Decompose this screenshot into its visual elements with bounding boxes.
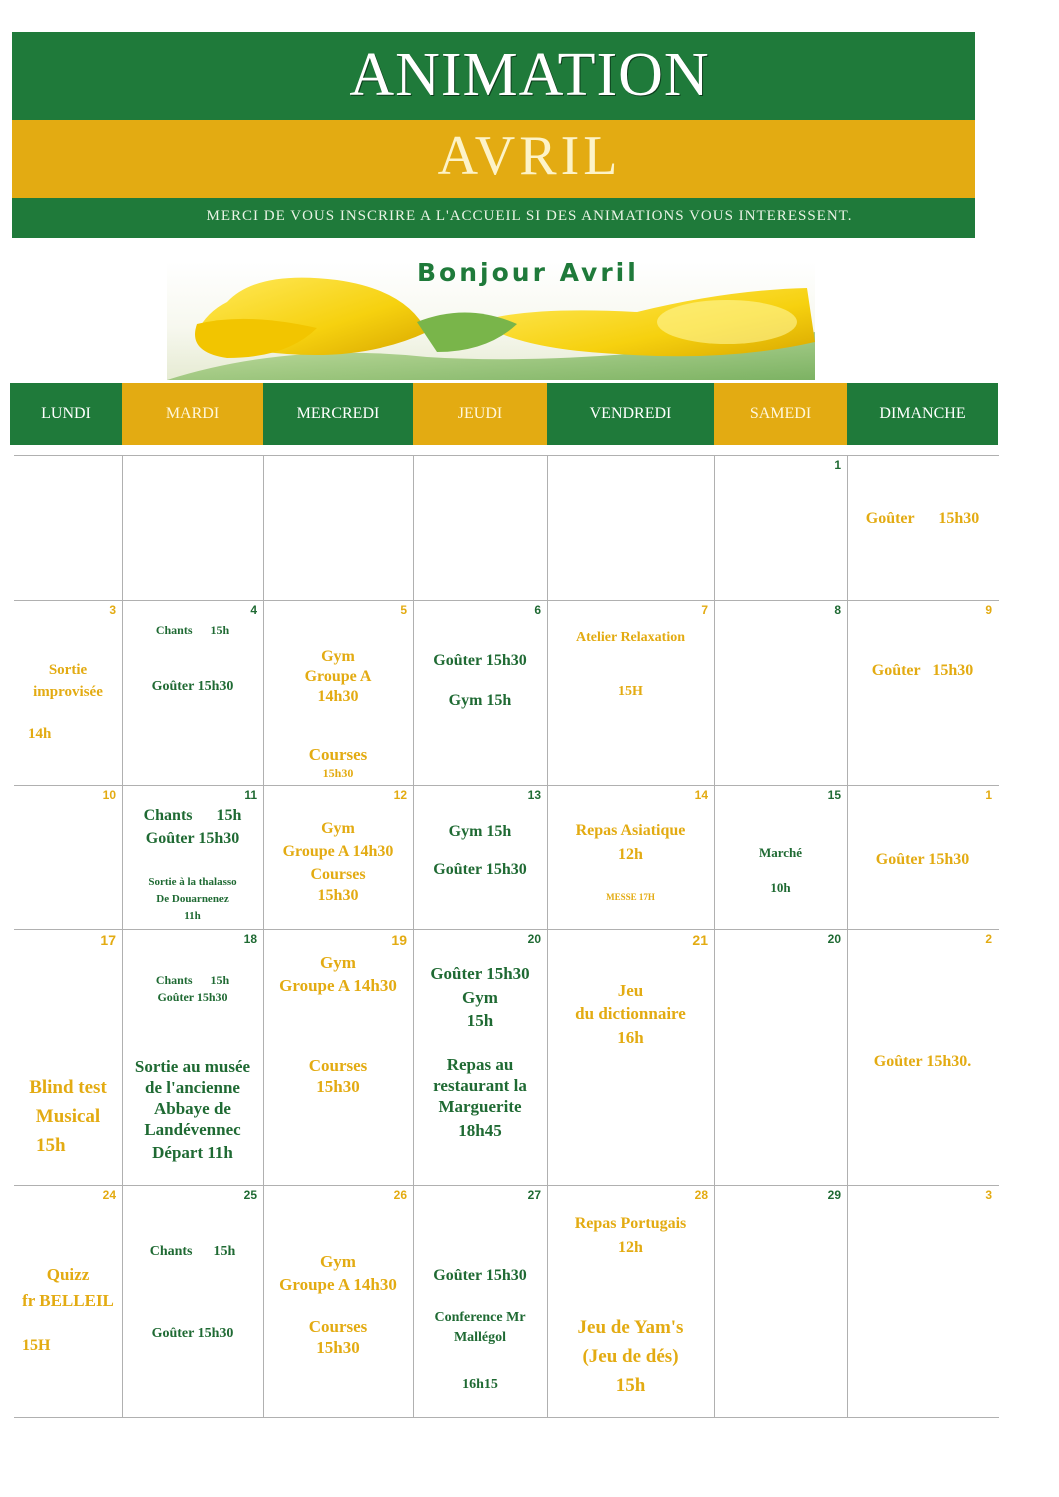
day-cell-sam-8 (714, 600, 847, 785)
event-gym-time: 14h30 (317, 688, 359, 705)
event-yams: Jeu de Yam's (577, 1317, 684, 1338)
event-gym-group: Groupe A (304, 668, 372, 685)
event-sortie-detail: improvisée (33, 684, 103, 700)
event-musee-line2: de l'ancienne (145, 1078, 240, 1097)
event-chants: Chants 15h (155, 973, 230, 987)
event-repas-time: 12h (618, 846, 643, 863)
day-number: 20 (827, 932, 841, 946)
day-number: 15 (827, 788, 841, 802)
day-number: 10 (102, 788, 116, 802)
flower-banner (167, 262, 815, 380)
day-number: 11 (244, 788, 257, 802)
day-header-mercredi: MERCREDI (263, 383, 413, 445)
day-cell-mer-12 (263, 785, 413, 929)
event-courses-time: 15h30 (317, 887, 359, 904)
event-gouter: Goûter 15h30. (873, 1053, 972, 1070)
day-number: 25 (243, 1188, 257, 1202)
event-repas-portugais: Repas Portugais (574, 1215, 687, 1232)
day-number: 3 (985, 1188, 992, 1202)
day-cell-lun-24 (14, 1185, 122, 1417)
event-marche: Marché (758, 845, 803, 860)
event-courses: Courses (308, 1317, 368, 1336)
event-repas-time: 18h45 (458, 1121, 502, 1140)
event-thalasso-time: 11h (184, 910, 201, 922)
event-musee-depart: Départ 11h (152, 1143, 233, 1162)
event-jeu: Jeu (617, 981, 644, 1000)
day-number: 2 (985, 932, 992, 946)
event-repas: Repas au (446, 1055, 514, 1074)
day-number: 12 (393, 788, 407, 802)
day-number: 1 (985, 788, 992, 802)
event-musee-line3: Abbaye de (154, 1099, 231, 1118)
day-header-samedi: SAMEDI (714, 383, 847, 445)
event-gym: Gym 15h (448, 692, 512, 709)
event-courses-time: 15h30 (322, 766, 354, 780)
event-gouter: Goûter 15h30 (430, 964, 530, 983)
event-blind-test-musical: Musical (35, 1106, 101, 1127)
event-conference: Conference Mr (434, 1310, 526, 1325)
event-gouter: Goûter 15h30 (157, 990, 228, 1004)
day-cell-mar-25 (122, 1185, 263, 1417)
day-cell-dim-9 (847, 600, 998, 785)
day-cell-lun-17 (14, 929, 122, 1185)
event-gym-group: Groupe A 14h30 (279, 976, 397, 995)
day-cell-dim-2 (847, 455, 998, 600)
event-marche-time: 10h (770, 880, 791, 895)
day-cell-sam-29 (714, 1185, 847, 1417)
event-courses-time: 15h30 (316, 1338, 360, 1357)
day-header-lundi: LUNDI (10, 383, 122, 445)
event-time: 15h (36, 1135, 66, 1156)
day-number: 4 (250, 603, 257, 617)
event-gym: Gym 15h (448, 823, 512, 840)
day-number: 24 (102, 1188, 116, 1202)
day-number: 13 (527, 788, 541, 802)
event-time: 14h (28, 726, 52, 742)
event-gym: Gym (321, 648, 355, 665)
day-number: 27 (527, 1188, 541, 1202)
event-repas-asiatique: Repas Asiatique (575, 822, 686, 839)
day-number: 9 (985, 603, 992, 617)
day-cell-mar-18 (122, 929, 263, 1185)
event-marguerite: Marguerite (438, 1097, 522, 1116)
day-header-vendredi: VENDREDI (547, 383, 714, 445)
day-number: 19 (391, 932, 407, 948)
day-number: 5 (400, 603, 407, 617)
event-gym: Gym (320, 1252, 356, 1271)
event-musee-line4: Landévennec (144, 1120, 241, 1139)
day-cell-ven-28 (547, 1185, 714, 1417)
day-cell-mar-11 (122, 785, 263, 929)
day-number: 3 (109, 603, 116, 617)
event-repas-time: 12h (618, 1239, 643, 1256)
event-courses: Courses (308, 1056, 368, 1075)
day-cell-lun-3 (14, 600, 122, 785)
event-thalasso: Sortie à la thalasso (148, 876, 237, 888)
event-relaxation-time: 15H (618, 684, 643, 699)
event-conference-speaker: Mallégol (453, 1330, 507, 1345)
day-header-jeudi: JEUDI (413, 383, 547, 445)
day-number: 18 (243, 932, 257, 946)
day-cell-ven-21 (547, 929, 714, 1185)
day-number: 20 (527, 932, 541, 946)
day-cell-mer-5 (263, 600, 413, 785)
day-cell-dim-30 (847, 1185, 998, 1417)
event-courses-time: 15h30 (316, 1077, 360, 1096)
event-relaxation: Atelier Relaxation (576, 630, 685, 645)
event-musee: Sortie au musée (134, 1057, 251, 1076)
event-time: 15H (22, 1337, 51, 1354)
day-number: 8 (834, 603, 841, 617)
day-cell-jeu-13 (413, 785, 547, 929)
event-blind-test: Blind test (29, 1077, 107, 1098)
day-cell-mer-26 (263, 1185, 413, 1417)
day-cell-ven-14 (547, 785, 714, 929)
day-cell-mar-4 (122, 600, 263, 785)
event-gouter: Goûter 15h30 (433, 652, 527, 669)
event-conference-time: 16h15 (462, 1377, 498, 1392)
event-gouter: Goûter 15h30 (865, 510, 980, 527)
event-sortie: Sortie (48, 662, 88, 678)
event-chants: Chants 15h (149, 1244, 236, 1259)
month-title: AVRIL (437, 125, 622, 187)
day-cell-jeu-20 (413, 929, 547, 1185)
event-messe: MESSE 17H (606, 892, 655, 902)
banner-greeting: Bonjour Avril (417, 262, 639, 287)
day-cell-mer-19 (263, 929, 413, 1185)
event-courses: Courses (310, 866, 366, 883)
event-gouter: Goûter 15h30 (875, 851, 970, 868)
day-cell-dim-23 (847, 929, 998, 1185)
event-gym-time: 15h (466, 1011, 494, 1030)
event-gouter: Goûter 15h30 (433, 861, 527, 878)
event-gouter: Goûter 15h30 (151, 1326, 234, 1341)
event-thalasso-place: De Douarnenez (156, 893, 229, 905)
event-gym-group: Groupe A 14h30 (282, 843, 394, 860)
day-number: 17 (100, 932, 116, 948)
event-yams-time: 15h (615, 1375, 646, 1396)
event-jeu-time: 16h (617, 1028, 644, 1047)
day-cell-ven-7 (547, 600, 714, 785)
page-title: ANIMATION (349, 41, 710, 109)
event-gym: Gym (321, 820, 355, 837)
day-number: 28 (694, 1188, 708, 1202)
event-quizz: Quizz (46, 1265, 90, 1284)
event-dictionnaire: du dictionnaire (575, 1004, 686, 1023)
event-gym: Gym (320, 953, 356, 972)
day-number: 6 (534, 603, 541, 617)
day-number: 14 (694, 788, 708, 802)
event-gym: Gym (462, 988, 498, 1007)
day-cell-lun-10 (14, 785, 122, 929)
event-yams-des: (Jeu de dés) (582, 1346, 679, 1367)
day-cell-jeu-27 (413, 1185, 547, 1417)
registration-note: MERCI DE VOUS INSCRIRE A L'ACCUEIL SI DES ANIMATIONS VOUS INTERESSENT. (206, 208, 853, 224)
event-gouter: Goûter 15h30 (871, 662, 974, 679)
day-cell-sam-15 (714, 785, 847, 929)
event-gouter: Goûter 15h30 (433, 1267, 527, 1284)
event-gym-group: Groupe A 14h30 (279, 1275, 397, 1294)
day-header-dimanche: DIMANCHE (847, 383, 998, 445)
day-number: 7 (701, 603, 708, 617)
day-cell-sam-22 (714, 929, 847, 1185)
day-number: 1 (834, 458, 841, 472)
event-courses: Courses (308, 745, 368, 764)
event-quizz-host: fr BELLEIL (22, 1291, 114, 1310)
day-header-mardi: MARDI (122, 383, 263, 445)
event-gouter: Goûter 15h30 (145, 830, 240, 847)
day-number: 29 (827, 1188, 841, 1202)
day-number: 21 (692, 932, 708, 948)
day-cell-sam-1 (714, 455, 847, 600)
event-gouter: Goûter 15h30 (151, 679, 234, 694)
event-chants: Chants 15h (155, 623, 230, 637)
day-cell-jeu-6 (413, 600, 547, 785)
day-number: 26 (393, 1188, 407, 1202)
day-cell-dim-16 (847, 785, 998, 929)
event-restaurant: restaurant la (433, 1076, 527, 1095)
event-chants: Chants 15h (143, 807, 242, 824)
